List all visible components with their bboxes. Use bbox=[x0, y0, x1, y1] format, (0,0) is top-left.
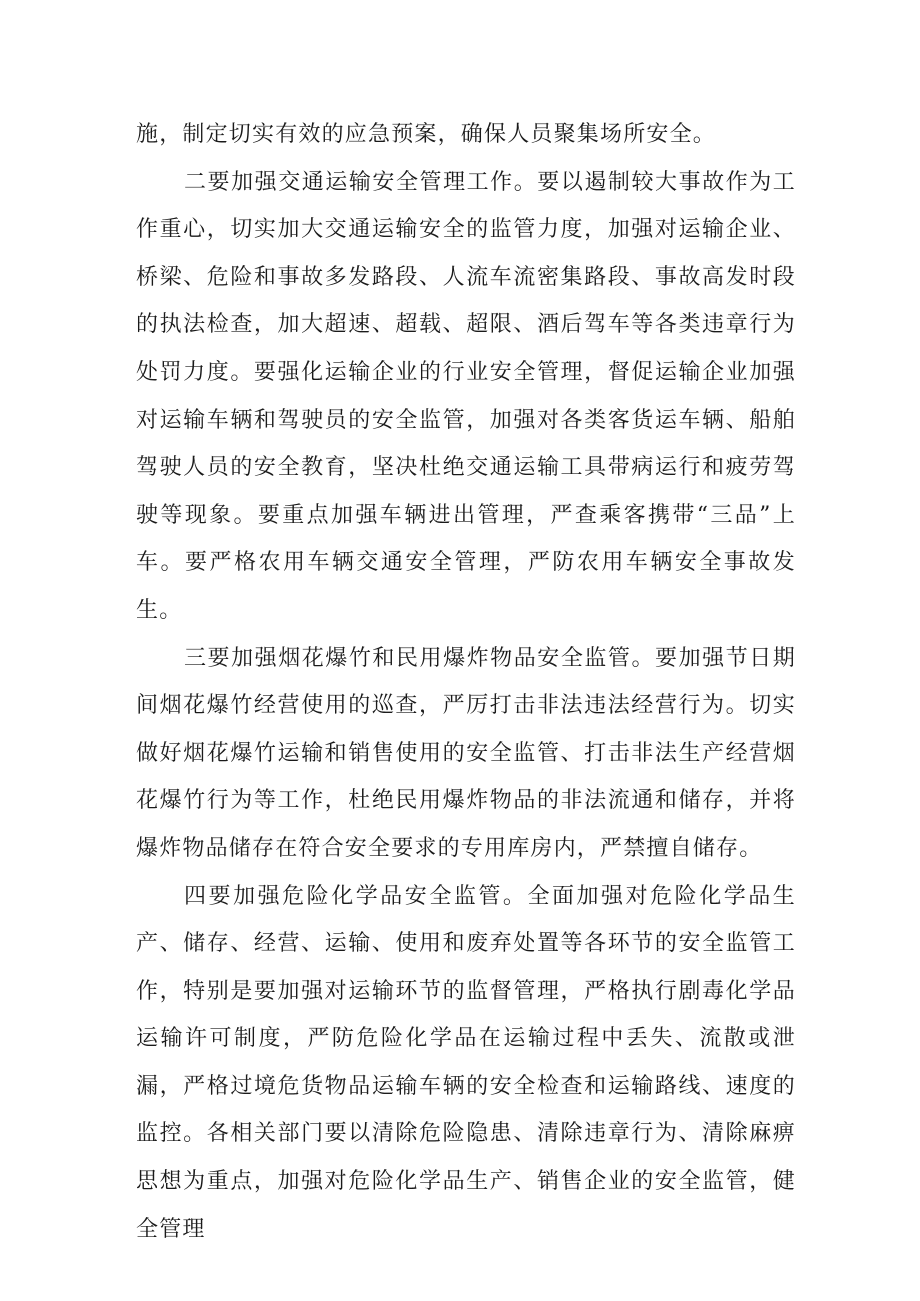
paragraph-hazardous-chemicals: 四要加强危险化学品安全监管。全面加强对危险化学品生产、储存、经营、运输、使用和废弃处置等各环节的安全监管工作，特别是要加强对运输环节的监督管理，严格执行剧毒化学品运输许可制度，严防危险化学品在运输过程中丢失、流散或泄漏，严格过境危货物品运输车辆的安全检查和运输路线、速度的监控。各相关部门要以清除危险隐患、清除违章行为、清除麻痹思想为重点，加强对危险化学品生产、销售企业的安全监管，健全管理 bbox=[136, 883, 796, 1242]
paragraph-transport-safety: 二要加强交通运输安全管理工作。要以遏制较大事故作为工作重心，切实加大交通运输安全的监管力度，加强对运输企业、桥梁、危险和事故多发路段、人流车流密集路段、事故高发时段的执法检查，加大超速、超载、超限、酒后驾车等各类违章行为处罚力度。要强化运输企业的行业安全管理，督促运输企业加强对运输车辆和驾驶员的安全监管，加强对各类客货运车辆、船舶驾驶人员的安全教育，坚决杜绝交通运输工具带病运行和疲劳驾驶等现象。要重点加强车辆进出管理，严查乘客携带“三品”上车。要严格农用车辆交通安全管理，严防农用车辆安全事故发生。 bbox=[136, 169, 796, 623]
document-body bbox=[136, 111, 796, 1253]
paragraph-fireworks-safety: 三要加强烟花爆竹和民用爆炸物品安全监管。要加强节日期间烟花爆竹经营使用的巡查，严厉打击非法违法经营行为。切实做好烟花爆竹运输和销售使用的安全监管、打击非法生产经营烟花爆竹行为等工作，杜绝民用爆炸物品的非法流通和储存，并将爆炸物品储存在符合安全要求的专用库房内，严禁擅自储存。 bbox=[136, 645, 796, 861]
paragraph-continuation: 施，制定切实有效的应急预案，确保人员聚集场所安全。 bbox=[136, 122, 717, 147]
